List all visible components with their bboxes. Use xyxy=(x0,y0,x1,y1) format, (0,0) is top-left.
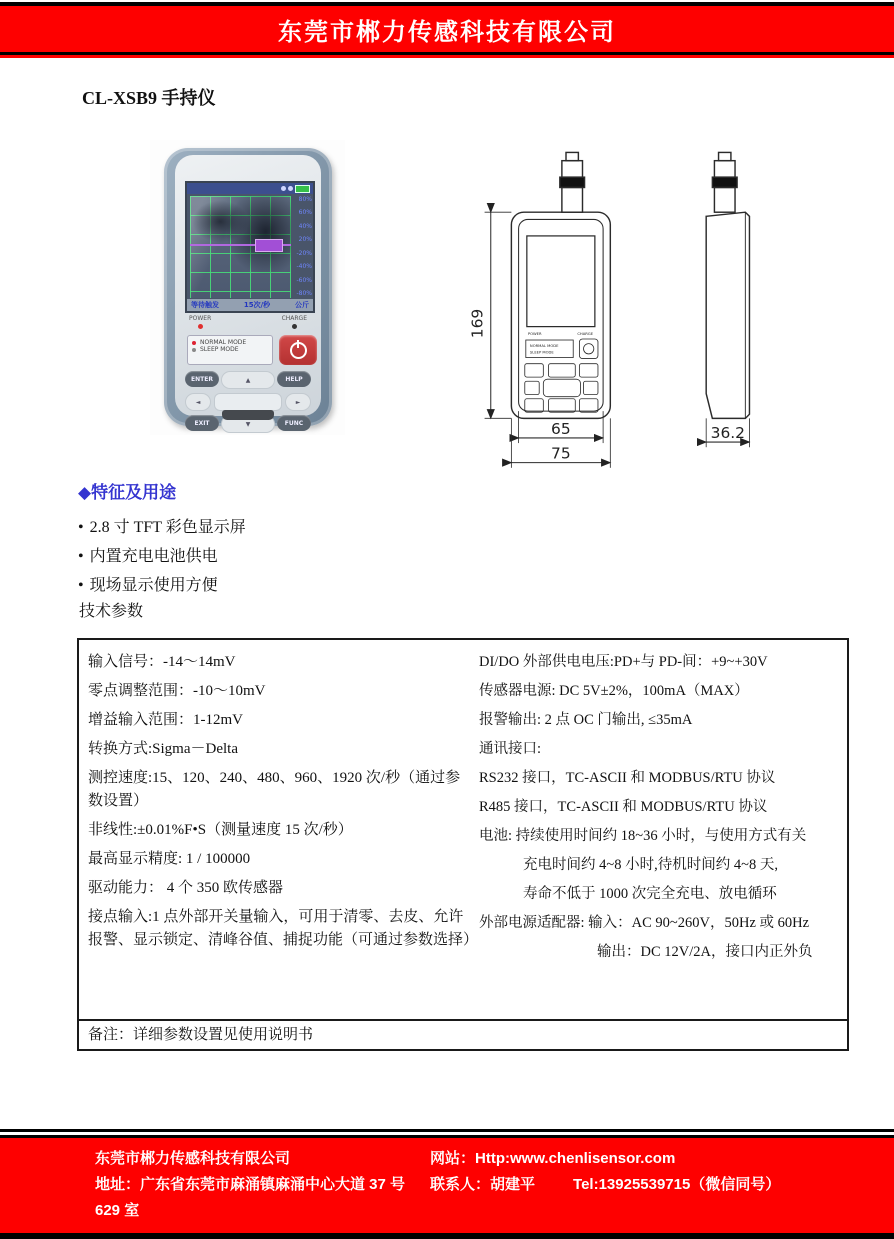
y-label: -60% xyxy=(296,276,312,284)
dim-depth: 36.2 xyxy=(710,423,746,442)
spec-line: 驱动能力： 4 个 350 欧传感器 xyxy=(88,880,284,896)
normal-mode-label: NORMAL MODE xyxy=(200,339,247,346)
screen-mode-text: 等待触发 xyxy=(191,301,219,309)
spec-line: RS232 接口，TC-ASCII 和 MODBUS/RTU 协议 xyxy=(479,770,776,786)
footer-address: 地址：广东省东莞市麻涌镇麻涌中心大道 37 号 629 室 xyxy=(95,1176,406,1219)
spec-line: 外部电源适配器: 输入：AC 90~260V，50Hz 或 60Hz xyxy=(479,915,810,931)
feature-item: • 2.8 寸 TFT 彩色显示屏 xyxy=(78,519,246,536)
spec-line: 转换方式:Sigma－Delta xyxy=(88,741,238,757)
drawing-sleep-mode: SLEEP MODE xyxy=(529,350,554,355)
device-screen xyxy=(185,181,315,313)
dim-height: 169 xyxy=(468,308,487,339)
footer-red-band xyxy=(0,1138,894,1233)
y-label: -40% xyxy=(296,263,312,271)
screen-unit-text: 公斤 xyxy=(295,301,309,309)
y-label: 40% xyxy=(298,222,312,230)
status-icon xyxy=(281,186,286,191)
feature-item: • 现场显示使用方便 xyxy=(78,577,218,594)
screen-status-bar xyxy=(187,183,313,194)
dim-width-inner: 65 xyxy=(551,419,571,438)
func-button: FUNC xyxy=(277,415,311,431)
bullet-icon: • xyxy=(78,577,84,594)
help-button: HELP xyxy=(277,371,311,387)
y-label: 80% xyxy=(298,196,312,203)
normal-mode-line xyxy=(192,339,268,346)
battery-icon xyxy=(295,185,310,193)
company-banner xyxy=(0,6,894,52)
mode-row xyxy=(187,335,317,365)
drawing-power-label: POWER xyxy=(527,331,542,336)
footer-website: 网站：Http:www.chenlisensor.com xyxy=(430,1150,676,1167)
spec-line: 最高显示精度: 1 / 100000 xyxy=(88,851,251,867)
screen-graph xyxy=(190,196,291,298)
page-footer xyxy=(0,1129,894,1239)
footer-bottom-bar xyxy=(0,1233,894,1239)
sleep-mode-label: SLEEP MODE xyxy=(200,346,239,353)
down-button: ▼ xyxy=(221,415,275,433)
spec-line: 测控速度:15、120、240、480、960、1920 次/秒（通过参数设置） xyxy=(88,770,461,809)
y-label: 60% xyxy=(298,209,312,217)
spec-line: 电池: 持续使用时间约 18~36 小时，与使用方式有关 xyxy=(479,828,807,844)
y-label: -80% xyxy=(296,289,312,297)
features-heading: ◆特征及用途 xyxy=(78,483,177,502)
device-front-panel xyxy=(175,155,321,428)
banner-red-tail xyxy=(0,55,894,58)
specs-note-row: 备注：详细参数设置见使用说明书 xyxy=(79,1019,847,1049)
keypad xyxy=(185,371,311,437)
feature-item: • 内置充电电池供电 xyxy=(78,548,218,565)
graph-y-axis-labels xyxy=(292,197,312,297)
spec-line: 接点输入:1 点外部开关量输入，可用于清零、去皮、允许报警、显示锁定、清峰谷值、捕捉功能（可通过参数选择） xyxy=(88,909,479,948)
product-photo xyxy=(150,140,345,435)
mode-indicator-box xyxy=(187,335,273,365)
spec-line: 零点调整范围：-10～10mV xyxy=(88,683,266,699)
sleep-mode-line xyxy=(192,346,268,353)
y-label: 20% xyxy=(298,236,312,244)
drawing-charge-label: CHARGE xyxy=(577,331,594,336)
center-pad xyxy=(214,393,282,411)
exit-button: EXIT xyxy=(185,415,219,431)
sleep-mode-led xyxy=(192,348,196,352)
specs-table xyxy=(77,638,849,1051)
spec-line: 充电时间约 4~8 小时,待机时间约 4~8 天, xyxy=(523,857,778,873)
company-name: 东莞市郴力传感科技有限公司 xyxy=(278,18,616,46)
led-row xyxy=(189,315,307,329)
value-cursor xyxy=(255,239,283,252)
spec-line: 非线性:±0.01%F•S（测量速度 15 次/秒） xyxy=(88,822,353,838)
footer-tel: Tel:13925539715（微信同号） xyxy=(573,1176,781,1193)
specs-right-column xyxy=(477,640,847,1019)
drawing-normal-mode: NORMAL MODE xyxy=(529,344,559,349)
status-icon xyxy=(288,186,293,191)
bullet-icon: • xyxy=(78,519,84,536)
drawing-svg xyxy=(468,138,798,474)
power-button xyxy=(279,335,317,365)
diamond-icon: ◆ xyxy=(78,483,92,502)
normal-mode-led xyxy=(192,341,196,345)
left-button: ◄ xyxy=(185,393,211,411)
spec-line: DI/DO 外部供电电压:PD+与 PD-间：+9~+30V xyxy=(479,654,768,670)
spec-line: R485 接口，TC-ASCII 和 MODBUS/RTU 协议 xyxy=(479,799,768,815)
spec-line: 输入信号：-14～14mV xyxy=(88,654,236,670)
charge-label: CHARGE xyxy=(281,315,307,322)
power-led xyxy=(198,324,203,329)
spec-line: 输出：DC 12V/2A，接口内正外负 xyxy=(597,944,813,960)
spec-line: 寿命不低于 1000 次完全充电、放电循环 xyxy=(523,886,777,902)
footer-contact: 联系人：胡建平 xyxy=(430,1176,536,1193)
specs-left-column xyxy=(79,640,477,1019)
spec-line: 传感器电源: DC 5V±2%，100mA（MAX） xyxy=(479,683,749,699)
handheld-device xyxy=(164,148,332,426)
power-label: POWER xyxy=(189,315,212,322)
enter-button: ENTER xyxy=(185,371,219,387)
bullet-icon: • xyxy=(78,548,84,565)
screen-rate-text: 15次/秒 xyxy=(243,301,271,309)
features-list xyxy=(78,513,246,600)
spec-line: 报警输出: 2 点 OC 门输出, ≤35mA xyxy=(479,712,693,728)
up-button: ▲ xyxy=(221,371,275,389)
right-button: ► xyxy=(285,393,311,411)
charge-led xyxy=(292,324,297,329)
footer-company: 东莞市郴力传感科技有限公司 xyxy=(95,1150,291,1167)
bottom-connector xyxy=(222,410,274,420)
spec-line: 通讯接口: xyxy=(479,741,542,757)
specs-heading: 技术参数 xyxy=(79,603,144,620)
power-icon xyxy=(290,342,307,359)
footer-contact-row xyxy=(430,1172,894,1224)
spec-line: 增益输入范围：1-12mV xyxy=(88,712,243,728)
screen-bottom-bar xyxy=(187,299,313,311)
features-section xyxy=(78,478,246,600)
specs-columns xyxy=(79,640,847,1019)
page-title: CL-XSB9 手持仪 xyxy=(82,88,216,108)
dim-width-outer: 75 xyxy=(551,444,571,463)
dimension-drawing xyxy=(468,138,798,474)
y-label: -20% xyxy=(296,249,312,257)
